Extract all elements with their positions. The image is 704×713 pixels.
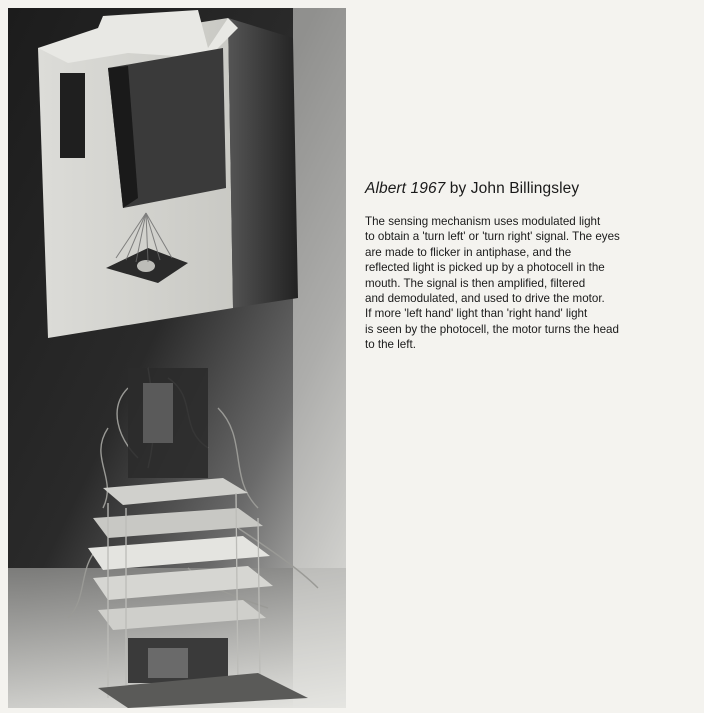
caption-title-work: Albert 1967 [365, 180, 446, 197]
caption-line: The sensing mechanism uses modulated light [365, 215, 601, 228]
caption-line: reflected light is picked up by a photocell in the [365, 261, 605, 275]
caption-line: If more 'left hand' light than 'right hand' light [365, 307, 588, 321]
caption-line: and demodulated, and used to drive the motor. [365, 292, 605, 306]
caption-title-author: by John Billingsley [445, 180, 580, 197]
eye-icon [60, 73, 85, 158]
caption-body [365, 214, 700, 353]
caption-title [365, 180, 700, 198]
caption-line: to the left. [365, 338, 416, 352]
robot-photo [8, 8, 346, 708]
caption-line: are made to flicker in antiphase, and the [365, 245, 572, 259]
caption-line: to obtain a 'turn left' or 'turn right' signal. The eyes [365, 230, 620, 244]
caption-block [365, 180, 700, 353]
albert-robot-illustration [8, 8, 346, 708]
caption-line: is seen by the photocell, the motor turns the head [365, 322, 619, 336]
caption-line: mouth. The signal is then amplified, filtered [365, 276, 586, 290]
robot-head [38, 10, 298, 338]
